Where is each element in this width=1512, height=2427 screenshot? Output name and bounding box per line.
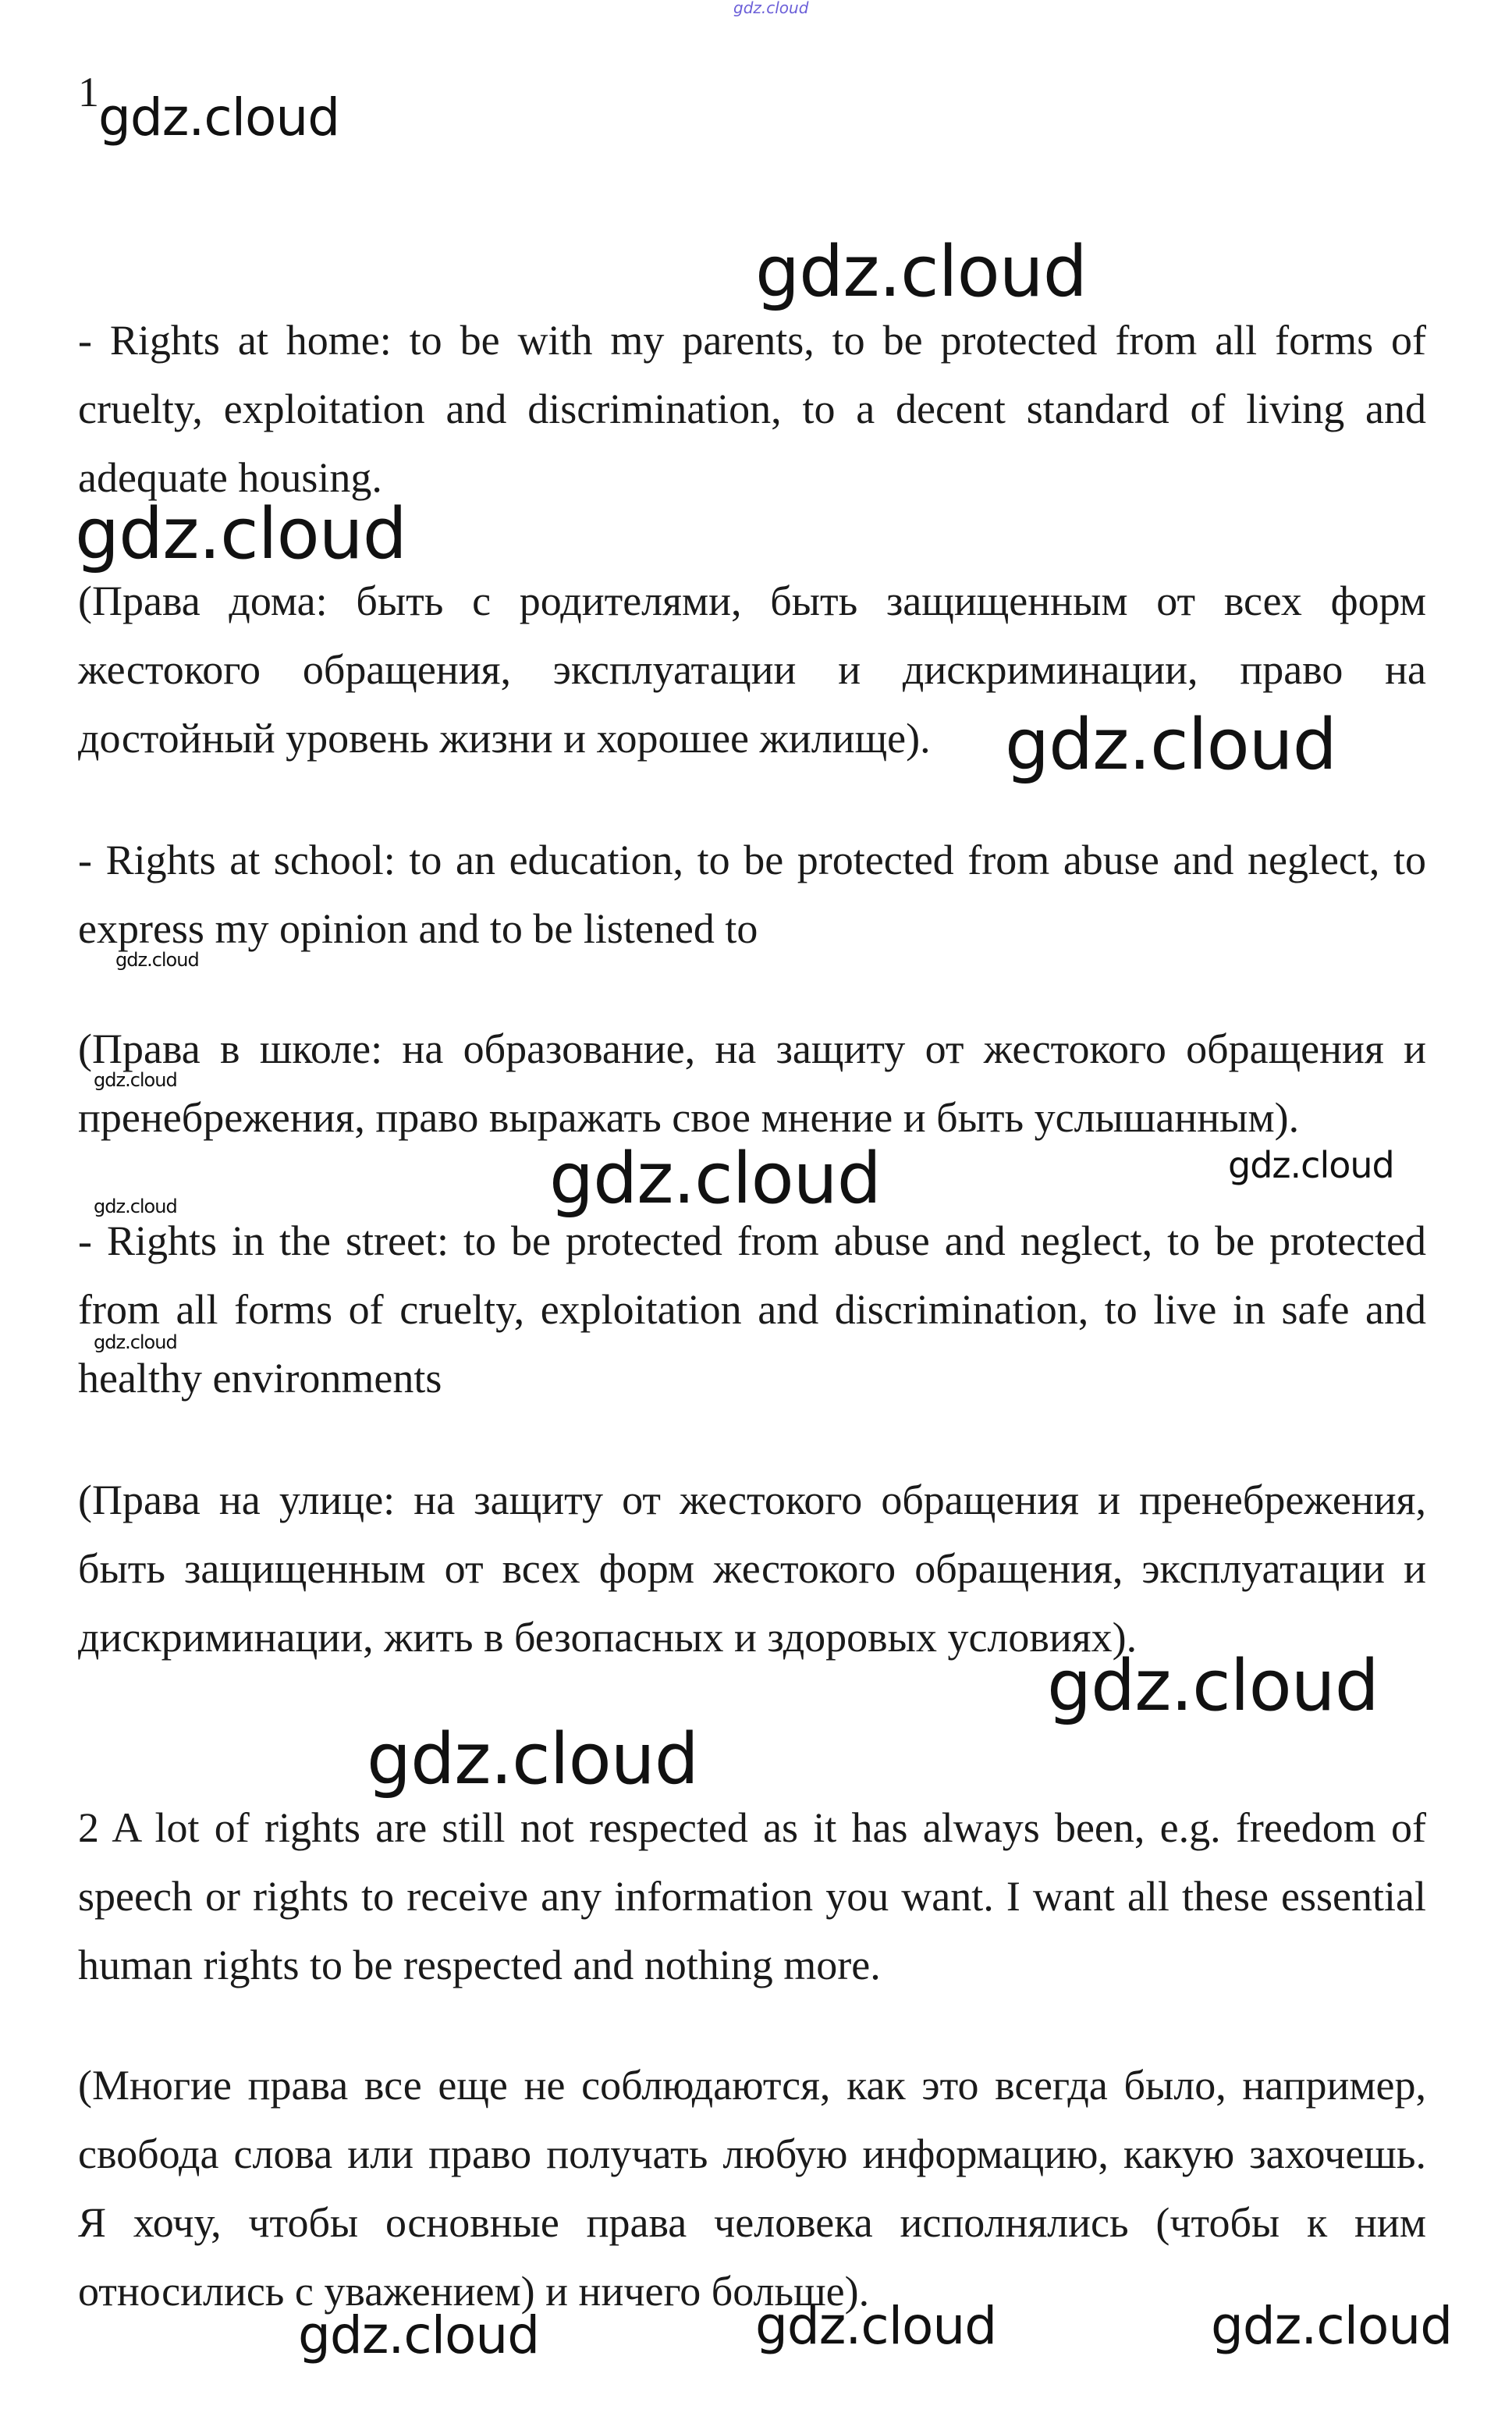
- watermark: gdz.cloud: [94, 1069, 177, 1091]
- watermark: gdz.cloud: [1047, 1645, 1379, 1727]
- item-number: 1: [78, 69, 99, 115]
- watermark: gdz.cloud: [98, 87, 340, 147]
- watermark: gdz.cloud: [367, 1718, 698, 1800]
- watermark: gdz.cloud: [755, 2296, 997, 2356]
- rights-school-en: - Rights at school: to an education, to be protected from abuse and neglect, to express my opinion and to be listened to: [78, 837, 1426, 952]
- watermark: gdz.cloud: [1228, 1144, 1394, 1186]
- top-watermark: gdz.cloud: [733, 0, 809, 17]
- watermark: gdz.cloud: [298, 2305, 540, 2365]
- watermark: gdz.cloud: [94, 1331, 177, 1353]
- answer-2-ru: (Многие права все еще не соблюдаются, как это всегда было, например, свобода слова или право получать любую информацию, какую захочешь. Я хочу, чтобы основные права человека исполнялись (чтобы к ним относились с уважением) и ничего больше).: [78, 2062, 1426, 2315]
- watermark: gdz.cloud: [1211, 2296, 1453, 2356]
- rights-school-ru: (Права в школе: на образование, на защиту от жестокого обращения и пренебрежения, право выражать свое мнение и быть услышанным).: [78, 1025, 1426, 1141]
- rights-street-ru: (Права на улице: на защиту от жестокого обращения и пренебрежения, быть защищенным от всех форм жестокого обращения, эксплуатации и дискриминации, жить в безопасных и здоровых условиях).: [78, 1476, 1426, 1661]
- rights-street-en: - Rights in the street: to be protected from abuse and neglect, to be protected from all forms of cruelty, exploitation and discrimination, to live in safe and healthy environments: [78, 1217, 1426, 1402]
- answer-2-en: 2 A lot of rights are still not respected as it has always been, e.g. freedom of speech or rights to receive any information you want. I want all these essential human rights to be respected and nothing more.: [78, 1804, 1426, 1988]
- rights-home-en: - Rights at home: to be with my parents, to be protected from all forms of cruelty, exploitation and discrimination, to a decent standard of living and adequate housing.: [78, 317, 1426, 501]
- watermark: gdz.cloud: [94, 1196, 177, 1217]
- watermark: gdz.cloud: [549, 1138, 881, 1220]
- watermark: gdz.cloud: [755, 231, 1087, 313]
- rights-home-ru: (Права дома: быть с родителями, быть защищенным от всех форм жестокого обращения, эксплуатации и дискриминации, право на достойный уровень жизни и хорошее жилище).: [78, 577, 1426, 762]
- watermark: gdz.cloud: [1005, 704, 1336, 786]
- watermark: gdz.cloud: [75, 493, 406, 575]
- watermark: gdz.cloud: [115, 949, 199, 971]
